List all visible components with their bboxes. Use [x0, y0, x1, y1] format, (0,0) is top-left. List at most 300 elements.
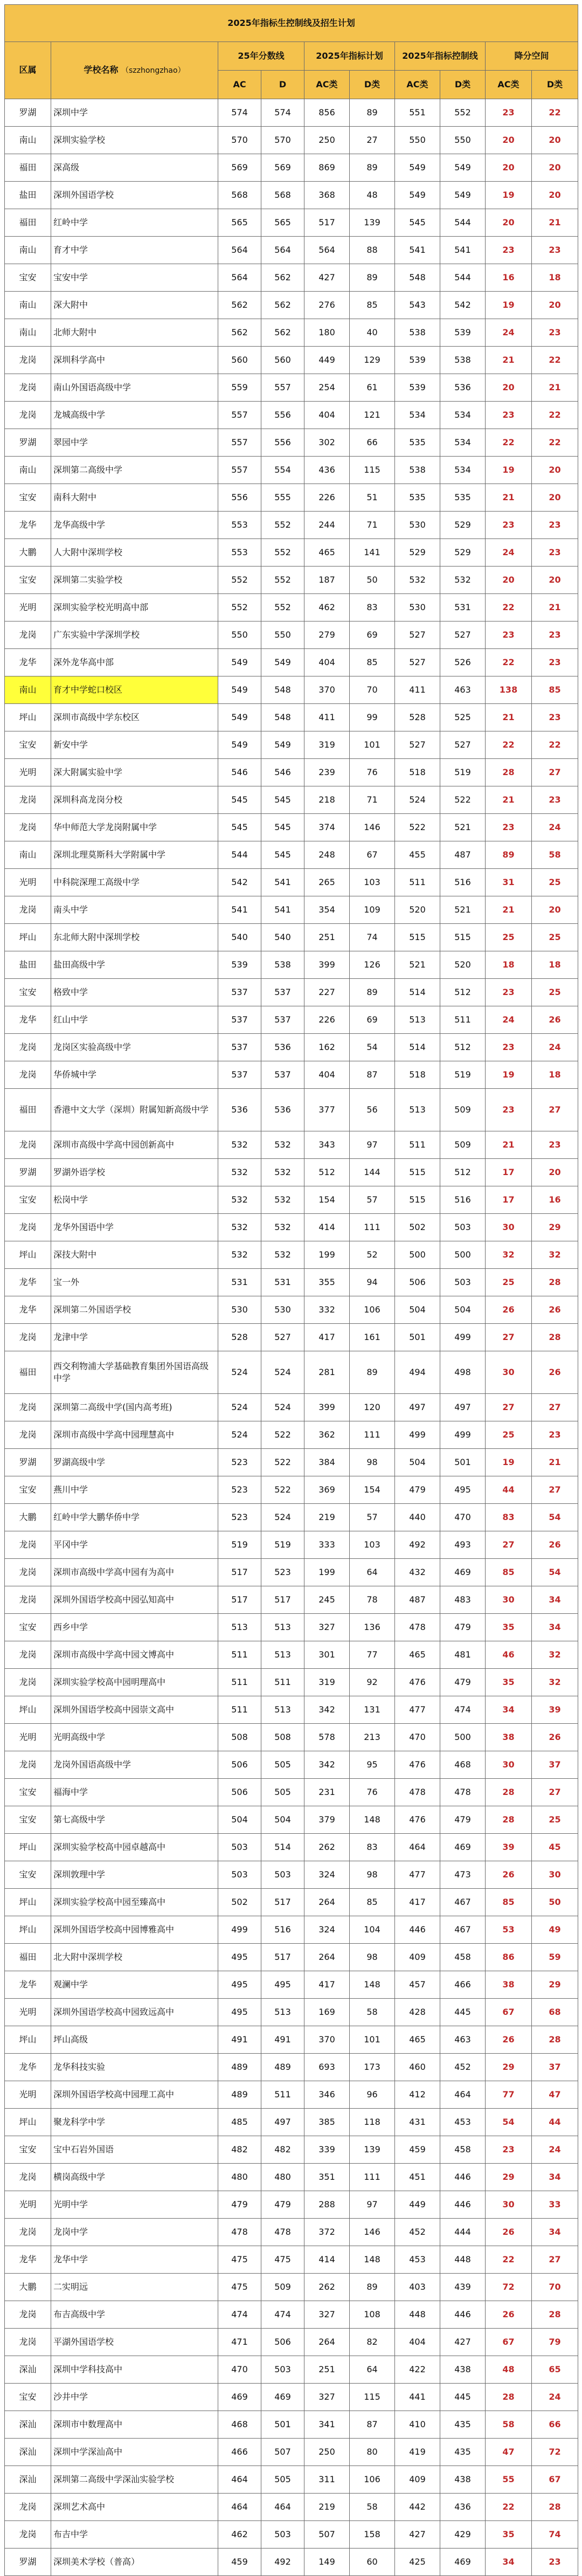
cell-drop-d: 85 [532, 676, 578, 704]
table-row [5, 869, 578, 896]
cell-control-ac: 511 [395, 869, 440, 896]
cell-drop-ac: 19 [486, 1449, 532, 1476]
cell-control-d: 469 [440, 1834, 486, 1861]
cell-plan-ac: 417 [304, 1971, 350, 1999]
cell-drop-d: 27 [532, 1089, 578, 1131]
cell-school-name: 深圳实验学校光明高中部 [51, 594, 218, 621]
cell-plan-ac: 369 [304, 1476, 350, 1504]
cell-drop-ac: 23 [486, 1034, 532, 1061]
table-row [5, 979, 578, 1006]
cell-drop-ac: 21 [486, 484, 532, 512]
cell-plan-ac: 279 [304, 621, 350, 649]
cell-school-name: 坪山高级 [51, 2026, 218, 2054]
cell-school-name: 红岭中学 [51, 209, 218, 237]
cell-drop-ac: 23 [486, 237, 532, 264]
cell-plan-ac: 411 [304, 704, 350, 731]
cell-school-name: 人大附中深圳学校 [51, 539, 218, 567]
cell-drop-ac: 20 [486, 567, 532, 594]
cell-school-name: 深大附中 [51, 292, 218, 319]
cell-drop-d: 34 [532, 1586, 578, 1614]
cell-drop-d: 58 [532, 841, 578, 869]
cell-control-d: 503 [440, 1269, 486, 1296]
cell-control-d: 487 [440, 841, 486, 869]
cell-score-d: 548 [261, 676, 304, 704]
cell-drop-d: 67 [532, 2466, 578, 2494]
cell-control-d: 520 [440, 951, 486, 979]
table-row [5, 512, 578, 539]
cell-score-ac: 537 [218, 979, 261, 1006]
cell-control-d: 525 [440, 704, 486, 731]
table-row [5, 2026, 578, 2054]
cell-school-name: 深圳艺术高中 [51, 2494, 218, 2521]
table-row [5, 1296, 578, 1324]
cell-plan-ac: 339 [304, 2136, 350, 2164]
table-row [5, 154, 578, 182]
cell-score-d: 530 [261, 1296, 304, 1324]
cell-score-d: 557 [261, 374, 304, 402]
cell-plan-ac: 436 [304, 457, 350, 484]
cell-district: 龙岗 [5, 1751, 51, 1779]
cell-plan-ac: 370 [304, 676, 350, 704]
table-row [5, 1214, 578, 1241]
cell-plan-ac: 218 [304, 786, 350, 814]
cell-score-d: 517 [261, 1944, 304, 1971]
cell-score-ac: 532 [218, 1241, 261, 1269]
cell-drop-d: 32 [532, 1669, 578, 1696]
cell-score-d: 531 [261, 1269, 304, 1296]
cell-plan-ac: 414 [304, 1214, 350, 1241]
cell-school-name: 红山中学 [51, 1006, 218, 1034]
table-row [5, 676, 578, 704]
cell-control-ac: 535 [395, 429, 440, 457]
cell-drop-d: 23 [532, 512, 578, 539]
cell-school-name: 龙华外国语中学 [51, 1214, 218, 1241]
cell-drop-ac: 54 [486, 2109, 532, 2136]
cell-district: 龙岗 [5, 2164, 51, 2191]
table-row [5, 1916, 578, 1944]
cell-district: 光明 [5, 869, 51, 896]
cell-drop-d: 23 [532, 1131, 578, 1159]
cell-school-name: 北师大附中 [51, 319, 218, 347]
cell-score-d: 508 [261, 1724, 304, 1751]
cell-plan-d: 83 [350, 1834, 395, 1861]
cell-district: 坪山 [5, 1916, 51, 1944]
cell-drop-ac: 35 [486, 1614, 532, 1641]
cell-district: 龙岗 [5, 814, 51, 841]
cell-plan-ac: 355 [304, 1269, 350, 1296]
cell-district: 宝安 [5, 1806, 51, 1834]
table-row [5, 319, 578, 347]
cell-plan-d: 148 [350, 2246, 395, 2274]
cell-plan-d: 40 [350, 319, 395, 347]
table-row [5, 2384, 578, 2411]
cell-score-ac: 462 [218, 2521, 261, 2549]
cell-control-ac: 476 [395, 1669, 440, 1696]
cell-score-ac: 556 [218, 484, 261, 512]
cell-district: 坪山 [5, 1834, 51, 1861]
table-row [5, 1449, 578, 1476]
cell-district: 深汕 [5, 2466, 51, 2494]
cell-plan-d: 88 [350, 237, 395, 264]
cell-control-ac: 451 [395, 2164, 440, 2191]
table-row [5, 484, 578, 512]
header-score-ac: AC [218, 71, 261, 99]
cell-drop-d: 20 [532, 1159, 578, 1186]
cell-control-ac: 549 [395, 154, 440, 182]
cell-district: 龙岗 [5, 1394, 51, 1421]
cell-school-name: 南科大附中 [51, 484, 218, 512]
cell-drop-ac: 24 [486, 539, 532, 567]
cell-control-ac: 459 [395, 2136, 440, 2164]
cell-district: 坪山 [5, 924, 51, 951]
cell-plan-ac: 856 [304, 99, 350, 127]
cell-school-name: 广东实验中学深圳学校 [51, 621, 218, 649]
cell-plan-ac: 341 [304, 2411, 350, 2439]
cell-score-d: 524 [261, 1394, 304, 1421]
cell-school-name: 罗湖外语学校 [51, 1159, 218, 1186]
cell-score-d: 475 [261, 2246, 304, 2274]
cell-control-ac: 478 [395, 1779, 440, 1806]
table-row [5, 2521, 578, 2549]
cell-control-ac: 464 [395, 1834, 440, 1861]
cell-score-d: 560 [261, 347, 304, 374]
cell-score-d: 569 [261, 154, 304, 182]
cell-drop-ac: 21 [486, 786, 532, 814]
cell-school-name: 深大附属实验中学 [51, 759, 218, 786]
cell-drop-d: 18 [532, 264, 578, 292]
cell-district: 宝安 [5, 484, 51, 512]
cell-control-ac: 412 [395, 2081, 440, 2109]
cell-control-d: 436 [440, 2494, 486, 2521]
cell-district: 宝安 [5, 264, 51, 292]
cell-school-name: 福海中学 [51, 1779, 218, 1806]
table-row [5, 1669, 578, 1696]
cell-score-d: 564 [261, 237, 304, 264]
cell-score-ac: 557 [218, 457, 261, 484]
table-row [5, 731, 578, 759]
cell-plan-ac: 227 [304, 979, 350, 1006]
cell-drop-d: 24 [532, 814, 578, 841]
cell-control-ac: 550 [395, 127, 440, 154]
cell-plan-ac: 262 [304, 1834, 350, 1861]
cell-plan-d: 61 [350, 374, 395, 402]
header-row-1 [5, 42, 578, 71]
cell-plan-d: 69 [350, 1006, 395, 1034]
cell-control-ac: 492 [395, 1531, 440, 1559]
cell-score-ac: 562 [218, 292, 261, 319]
cell-score-ac: 557 [218, 429, 261, 457]
cell-drop-ac: 30 [486, 1214, 532, 1241]
cell-district: 龙岗 [5, 1669, 51, 1696]
cell-score-d: 513 [261, 1999, 304, 2026]
cell-score-ac: 565 [218, 209, 261, 237]
cell-control-d: 504 [440, 1296, 486, 1324]
cell-district: 龙华 [5, 1971, 51, 1999]
table-row [5, 1061, 578, 1089]
cell-drop-ac: 23 [486, 99, 532, 127]
table-row [5, 1586, 578, 1614]
cell-plan-ac: 693 [304, 2054, 350, 2081]
cell-school-name: 观澜中学 [51, 1971, 218, 1999]
cell-control-ac: 476 [395, 1806, 440, 1834]
cell-control-d: 445 [440, 2384, 486, 2411]
cell-plan-d: 115 [350, 2384, 395, 2411]
cell-drop-ac: 27 [486, 1324, 532, 1351]
cell-score-ac: 471 [218, 2329, 261, 2356]
cell-drop-ac: 22 [486, 594, 532, 621]
cell-control-ac: 455 [395, 841, 440, 869]
cell-score-d: 532 [261, 1186, 304, 1214]
cell-score-ac: 495 [218, 1944, 261, 1971]
cell-score-d: 482 [261, 2136, 304, 2164]
cell-score-d: 562 [261, 264, 304, 292]
cell-control-d: 534 [440, 402, 486, 429]
cell-district: 南山 [5, 127, 51, 154]
table-row [5, 1889, 578, 1916]
cell-control-d: 439 [440, 2274, 486, 2301]
cell-control-ac: 513 [395, 1006, 440, 1034]
cell-drop-d: 23 [532, 786, 578, 814]
cell-drop-d: 34 [532, 1614, 578, 1641]
cell-control-ac: 528 [395, 704, 440, 731]
cell-drop-d: 28 [532, 2301, 578, 2329]
cell-score-ac: 517 [218, 1559, 261, 1586]
cell-score-ac: 482 [218, 2136, 261, 2164]
cell-control-ac: 527 [395, 621, 440, 649]
cell-plan-d: 129 [350, 347, 395, 374]
cell-plan-d: 118 [350, 2109, 395, 2136]
cell-school-name: 香港中文大学（深圳）附属知新高级中学 [51, 1089, 218, 1131]
cell-drop-ac: 24 [486, 319, 532, 347]
table-title: 2025年指标生控制线及招生计划 [5, 5, 578, 42]
cell-control-ac: 422 [395, 2356, 440, 2384]
cell-control-ac: 477 [395, 1861, 440, 1889]
cell-plan-ac: 354 [304, 896, 350, 924]
cell-drop-d: 23 [532, 237, 578, 264]
cell-school-name: 光明高级中学 [51, 1724, 218, 1751]
cell-control-d: 498 [440, 1351, 486, 1394]
cell-school-name: 深圳科高龙岗分校 [51, 786, 218, 814]
cell-control-d: 511 [440, 1006, 486, 1034]
cell-drop-ac: 23 [486, 2136, 532, 2164]
table-row [5, 2136, 578, 2164]
cell-score-d: 517 [261, 1586, 304, 1614]
cell-control-d: 493 [440, 1531, 486, 1559]
cell-plan-ac: 362 [304, 1421, 350, 1449]
cell-score-d: 506 [261, 2329, 304, 2356]
cell-control-ac: 514 [395, 979, 440, 1006]
table-row [5, 1269, 578, 1296]
cell-drop-d: 49 [532, 1916, 578, 1944]
cell-control-ac: 404 [395, 2329, 440, 2356]
cell-score-ac: 532 [218, 1186, 261, 1214]
cell-drop-d: 54 [532, 1559, 578, 1586]
header-score-d: D [261, 71, 304, 99]
cell-school-name: 深圳中学科技高中 [51, 2356, 218, 2384]
table-row [5, 374, 578, 402]
cell-district: 龙岗 [5, 2521, 51, 2549]
cell-school-name: 深圳第二高级中学深汕实验学校 [51, 2466, 218, 2494]
cell-plan-d: 108 [350, 2301, 395, 2329]
cell-control-ac: 522 [395, 814, 440, 841]
cell-plan-ac: 248 [304, 841, 350, 869]
cell-school-name: 深圳实验学校 [51, 127, 218, 154]
table-row [5, 841, 578, 869]
cell-control-ac: 535 [395, 484, 440, 512]
header-school [51, 42, 218, 99]
header-drop-d: D类 [532, 71, 578, 99]
cell-school-name: 龙华中学 [51, 2246, 218, 2274]
cell-school-name: 平冈中学 [51, 1531, 218, 1559]
cell-plan-d: 146 [350, 2219, 395, 2246]
cell-control-ac: 460 [395, 2054, 440, 2081]
cell-plan-ac: 180 [304, 319, 350, 347]
cell-plan-ac: 507 [304, 2521, 350, 2549]
cell-district: 福田 [5, 209, 51, 237]
cell-school-name: 育才中学蛇口校区 [51, 676, 218, 704]
cell-plan-ac: 342 [304, 1751, 350, 1779]
cell-score-ac: 568 [218, 182, 261, 209]
cell-control-ac: 518 [395, 759, 440, 786]
cell-drop-d: 26 [532, 1296, 578, 1324]
cell-plan-ac: 370 [304, 2026, 350, 2054]
cell-control-d: 429 [440, 2521, 486, 2549]
table-row [5, 292, 578, 319]
cell-score-ac: 468 [218, 2411, 261, 2439]
cell-control-ac: 513 [395, 1089, 440, 1131]
cell-control-d: 500 [440, 1241, 486, 1269]
cell-district: 龙岗 [5, 786, 51, 814]
table-row [5, 814, 578, 841]
cell-plan-d: 121 [350, 402, 395, 429]
cell-score-d: 536 [261, 1034, 304, 1061]
cell-drop-d: 23 [532, 319, 578, 347]
cell-drop-d: 50 [532, 1889, 578, 1916]
cell-drop-d: 28 [532, 1324, 578, 1351]
cell-plan-d: 82 [350, 2329, 395, 2356]
cell-plan-ac: 512 [304, 1159, 350, 1186]
cell-district: 光明 [5, 2191, 51, 2219]
cell-plan-d: 148 [350, 1806, 395, 1834]
cell-plan-ac: 384 [304, 1449, 350, 1476]
cell-plan-d: 85 [350, 292, 395, 319]
cell-plan-ac: 379 [304, 1806, 350, 1834]
header-control-d: D类 [440, 71, 486, 99]
cell-plan-ac: 302 [304, 429, 350, 457]
table-row [5, 2301, 578, 2329]
cell-drop-ac: 58 [486, 2411, 532, 2439]
cell-score-d: 516 [261, 1916, 304, 1944]
cell-district: 宝安 [5, 1476, 51, 1504]
cell-plan-ac: 169 [304, 1999, 350, 2026]
cell-plan-d: 89 [350, 99, 395, 127]
cell-score-ac: 532 [218, 1214, 261, 1241]
table-row [5, 2109, 578, 2136]
cell-score-d: 546 [261, 759, 304, 786]
cell-control-d: 458 [440, 2136, 486, 2164]
cell-score-d: 511 [261, 1669, 304, 1696]
cell-score-ac: 480 [218, 2164, 261, 2191]
cell-school-name: 深高级 [51, 154, 218, 182]
cell-score-ac: 540 [218, 924, 261, 951]
cell-plan-d: 136 [350, 1614, 395, 1641]
cell-drop-ac: 25 [486, 1421, 532, 1449]
cell-score-d: 568 [261, 182, 304, 209]
cell-district: 龙岗 [5, 1324, 51, 1351]
table-row [5, 621, 578, 649]
cell-control-d: 499 [440, 1421, 486, 1449]
cell-drop-ac: 24 [486, 1006, 532, 1034]
cell-score-ac: 459 [218, 2549, 261, 2576]
cell-drop-d: 32 [532, 1241, 578, 1269]
cell-school-name: 育才中学 [51, 237, 218, 264]
cell-district: 坪山 [5, 1696, 51, 1724]
cell-district: 盐田 [5, 951, 51, 979]
cell-control-ac: 527 [395, 731, 440, 759]
cell-drop-d: 45 [532, 1834, 578, 1861]
cell-score-ac: 537 [218, 1034, 261, 1061]
cell-drop-d: 28 [532, 2026, 578, 2054]
cell-plan-d: 64 [350, 1559, 395, 1586]
cell-score-d: 511 [261, 2081, 304, 2109]
cell-control-ac: 411 [395, 676, 440, 704]
cell-drop-d: 18 [532, 951, 578, 979]
cell-plan-ac: 251 [304, 924, 350, 951]
cell-drop-d: 66 [532, 2411, 578, 2439]
cell-district: 坪山 [5, 1241, 51, 1269]
table-row [5, 2164, 578, 2191]
cell-plan-d: 96 [350, 2081, 395, 2109]
cell-plan-ac: 251 [304, 2356, 350, 2384]
cell-score-d: 545 [261, 814, 304, 841]
cell-plan-d: 27 [350, 127, 395, 154]
cell-drop-ac: 30 [486, 1351, 532, 1394]
cell-drop-d: 24 [532, 1034, 578, 1061]
cell-plan-d: 54 [350, 1034, 395, 1061]
cell-district: 龙华 [5, 2246, 51, 2274]
cell-plan-d: 99 [350, 704, 395, 731]
cell-district: 龙岗 [5, 896, 51, 924]
cell-score-d: 501 [261, 2411, 304, 2439]
cell-score-d: 532 [261, 1131, 304, 1159]
cell-score-d: 555 [261, 484, 304, 512]
cell-score-d: 464 [261, 2494, 304, 2521]
cell-score-ac: 524 [218, 1351, 261, 1394]
cell-score-ac: 546 [218, 759, 261, 786]
cell-score-ac: 557 [218, 402, 261, 429]
cell-drop-ac: 29 [486, 2164, 532, 2191]
cell-score-d: 469 [261, 2384, 304, 2411]
table-row [5, 2356, 578, 2384]
table-row [5, 1324, 578, 1351]
cell-plan-ac: 319 [304, 1669, 350, 1696]
cell-district: 罗湖 [5, 1449, 51, 1476]
cell-control-d: 466 [440, 1971, 486, 1999]
cell-score-d: 540 [261, 924, 304, 951]
cell-plan-ac: 332 [304, 1296, 350, 1324]
cell-control-d: 534 [440, 457, 486, 484]
cell-plan-ac: 301 [304, 1641, 350, 1669]
cell-plan-d: 89 [350, 154, 395, 182]
cell-plan-d: 98 [350, 1449, 395, 1476]
cell-drop-ac: 77 [486, 2081, 532, 2109]
cell-plan-d: 58 [350, 2494, 395, 2521]
cell-score-ac: 511 [218, 1669, 261, 1696]
header-control-ac: AC类 [395, 71, 440, 99]
cell-school-name: 龙岗区实验高级中学 [51, 1034, 218, 1061]
cell-score-ac: 464 [218, 2466, 261, 2494]
cell-plan-d: 50 [350, 567, 395, 594]
